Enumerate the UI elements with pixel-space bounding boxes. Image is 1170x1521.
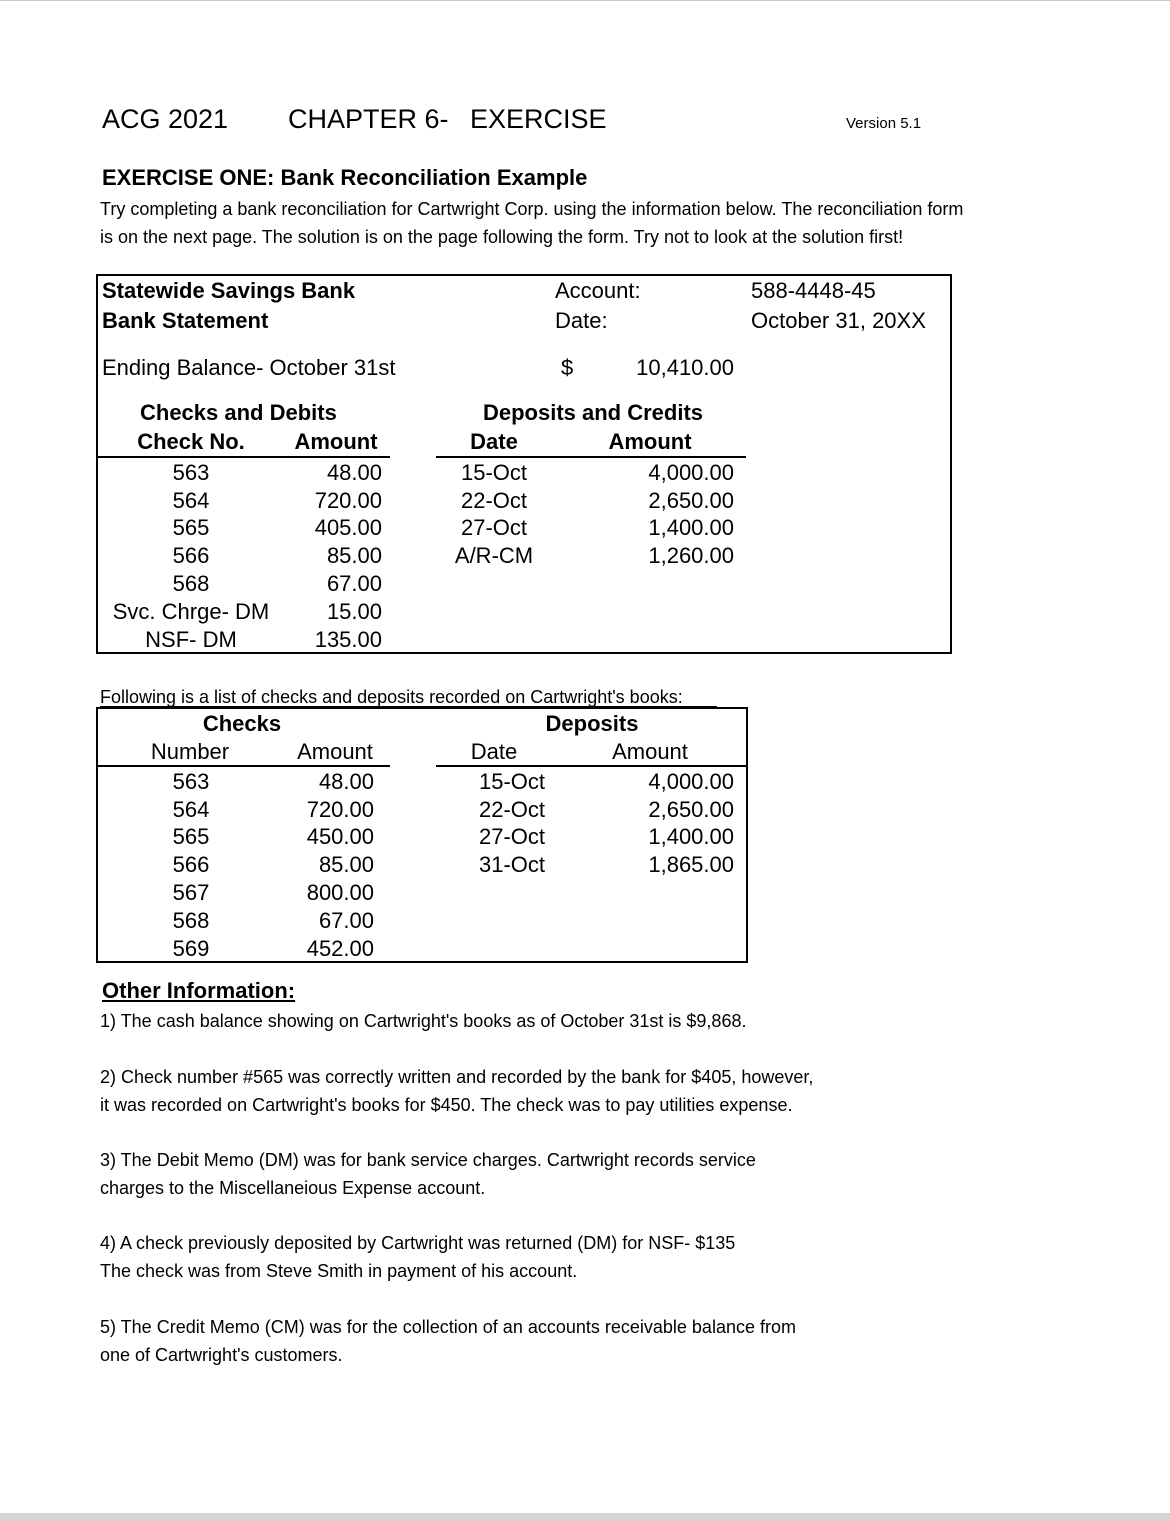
bank-deposit-date: 15-Oct (460, 460, 528, 485)
intro-line-2: is on the next page. The solution is on the page following the form. Try not to look at the solution first! (100, 227, 904, 247)
bank-check-no: 568 (172, 571, 210, 596)
books-checks-header-rule (98, 765, 390, 767)
books-deposits-header-rule (436, 765, 746, 767)
book-check-amount: 452.00 (306, 936, 374, 961)
book-check-no: 568 (172, 908, 210, 933)
exercise-label: EXERCISE (470, 104, 607, 134)
book-deposit-date: 31-Oct (478, 852, 546, 877)
ending-balance-value: 10,410.00 (636, 355, 734, 380)
other-item-5-line-2: one of Cartwright's customers. (100, 1345, 343, 1365)
date-label: Date: (555, 308, 608, 333)
account-value: 588-4448-45 (751, 278, 876, 303)
bank-deposit-amount: 2,650.00 (648, 488, 734, 513)
deposits-credits-title: Deposits and Credits (482, 400, 704, 425)
other-item-4-line-1: 4) A check previously deposited by Cartwright was returned (DM) for NSF- $135 (100, 1233, 736, 1253)
checks-header-rule (98, 456, 390, 458)
bank-check-amount: 15.00 (326, 599, 382, 624)
book-check-amount: 800.00 (306, 880, 374, 905)
books-intro: Following is a list of checks and deposits recorded on Cartwright's books: (100, 687, 683, 707)
page-bottom-band (0, 1513, 1170, 1521)
bank-check-no: 566 (172, 543, 210, 568)
exercise-title: EXERCISE ONE: Bank Reconciliation Example (102, 165, 588, 190)
other-item-5-line-1: 5) The Credit Memo (CM) was for the collection of an accounts receivable balance from (100, 1317, 796, 1337)
bank-check-no: 563 (172, 460, 210, 485)
book-deposit-date: 22-Oct (478, 797, 546, 822)
bank-check-no: Svc. Chrge- DM (112, 599, 270, 624)
book-check-no: 565 (172, 824, 210, 849)
account-label: Account: (555, 278, 641, 303)
deposits-col-amount: Amount (608, 429, 692, 454)
book-check-amount: 48.00 (318, 769, 374, 794)
books-deposits-title: Deposits (545, 711, 639, 736)
other-item-3-line-1: 3) The Debit Memo (DM) was for bank service charges. Cartwright records service (100, 1150, 756, 1170)
book-check-no: 563 (172, 769, 210, 794)
bank-check-amount: 135.00 (314, 627, 382, 652)
book-check-no: 566 (172, 852, 210, 877)
book-check-amount: 450.00 (306, 824, 374, 849)
other-item-2-line-2: it was recorded on Cartwright's books for $450. The check was to pay utilities expense. (100, 1095, 793, 1115)
version-label: Version 5.1 (846, 115, 922, 132)
page-top-border (0, 0, 1170, 1)
other-item-1: 1) The cash balance showing on Cartwright's books as of October 31st is $9,868. (100, 1011, 747, 1031)
book-check-amount: 85.00 (318, 852, 374, 877)
other-item-2-line-1: 2) Check number #565 was correctly written and recorded by the bank for $405, however, (100, 1067, 814, 1087)
bank-deposit-amount: 1,260.00 (648, 543, 734, 568)
books-checks-title: Checks (202, 711, 282, 736)
book-check-no: 569 (172, 936, 210, 961)
other-item-3-line-2: charges to the Miscellaneious Expense account. (100, 1178, 486, 1198)
deposits-col-date: Date (470, 429, 518, 454)
books-deposits-col-amount: Amount (612, 739, 688, 764)
bank-check-no: 564 (172, 488, 210, 513)
bank-statement-title: Bank Statement (102, 308, 269, 333)
book-deposit-amount: 4,000.00 (648, 769, 734, 794)
book-deposit-amount: 1,400.00 (648, 824, 734, 849)
ending-balance-currency: $ (561, 355, 574, 380)
bank-check-amount: 720.00 (314, 488, 382, 513)
book-deposit-date: 27-Oct (478, 824, 546, 849)
bank-name: Statewide Savings Bank (102, 278, 356, 303)
checks-col-amount: Amount (294, 429, 378, 454)
ending-balance-label: Ending Balance- October 31st (102, 355, 396, 380)
book-check-amount: 67.00 (318, 908, 374, 933)
chapter-label: CHAPTER 6- (288, 104, 449, 134)
books-checks-col-number: Number (150, 739, 230, 764)
checks-col-check-no: Check No. (137, 429, 245, 454)
book-deposit-amount: 2,650.00 (648, 797, 734, 822)
other-item-4-line-2: The check was from Steve Smith in payment of his account. (100, 1261, 578, 1281)
intro-line-1: Try completing a bank reconciliation for Cartwright Corp. using the information below. The reconciliation form (100, 199, 964, 219)
books-checks-col-amount: Amount (297, 739, 373, 764)
deposits-header-rule (436, 456, 746, 458)
other-info-title: Other Information: (102, 978, 296, 1003)
date-value: October 31, 20XX (751, 308, 926, 333)
bank-deposit-amount: 4,000.00 (648, 460, 734, 485)
course-code: ACG 2021 (102, 104, 229, 134)
checks-debits-title: Checks and Debits (140, 400, 337, 425)
bank-deposit-date: 22-Oct (460, 488, 528, 513)
bank-deposit-date: A/R-CM (454, 543, 534, 568)
book-check-no: 564 (172, 797, 210, 822)
book-deposit-amount: 1,865.00 (648, 852, 734, 877)
bank-check-amount: 405.00 (314, 515, 382, 540)
bank-check-no: NSF- DM (145, 627, 237, 652)
book-check-no: 567 (172, 880, 210, 905)
bank-check-amount: 48.00 (326, 460, 382, 485)
books-deposits-col-date: Date (470, 739, 518, 764)
book-check-amount: 720.00 (306, 797, 374, 822)
bank-deposit-date: 27-Oct (460, 515, 528, 540)
book-deposit-date: 15-Oct (478, 769, 546, 794)
bank-deposit-amount: 1,400.00 (648, 515, 734, 540)
bank-check-amount: 85.00 (326, 543, 382, 568)
bank-check-no: 565 (172, 515, 210, 540)
bank-check-amount: 67.00 (326, 571, 382, 596)
